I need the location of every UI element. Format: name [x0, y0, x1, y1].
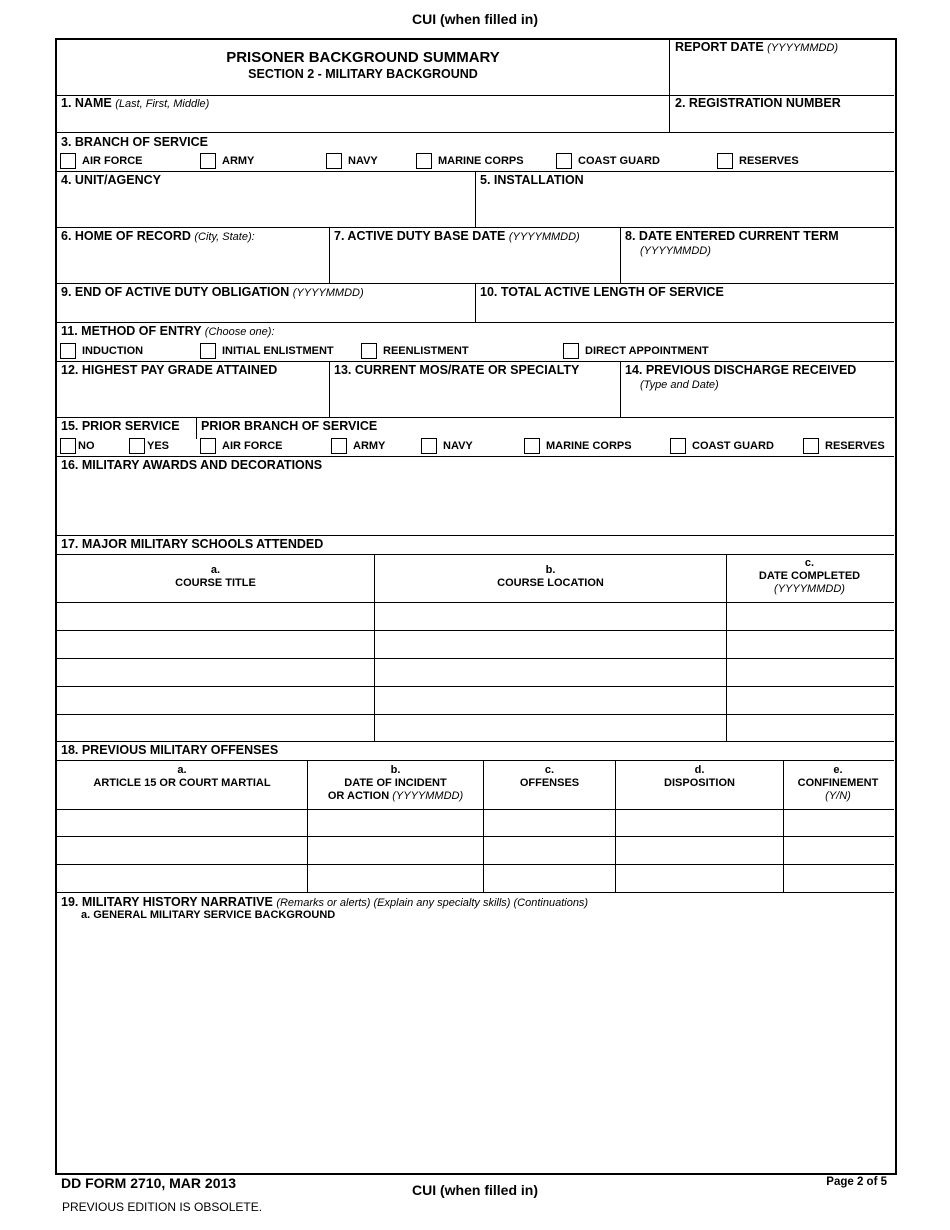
prior-service-no-checkbox[interactable]	[60, 438, 76, 454]
branch-option-label: AIR FORCE	[82, 155, 143, 167]
active-duty-base-field[interactable]	[330, 246, 619, 282]
branch-option-label: NAVY	[348, 155, 378, 167]
prior-navy-checkbox[interactable]	[421, 438, 437, 454]
prior-service-option-label: YES	[147, 440, 170, 452]
offenses-col-offenses: c. OFFENSES	[519, 764, 580, 789]
schools-label: 17. MAJOR MILITARY SCHOOLS ATTENDED	[61, 537, 324, 551]
schools-col-course-location: b. COURSE LOCATION	[497, 564, 604, 589]
branch-coast-guard-checkbox[interactable]	[556, 153, 572, 169]
form-subtitle: SECTION 2 - MILITARY BACKGROUND	[248, 67, 478, 81]
offenses-label: 18. PREVIOUS MILITARY OFFENSES	[61, 743, 279, 757]
installation-label: 5. INSTALLATION	[480, 173, 584, 187]
method-option-label: DIRECT APPOINTMENT	[585, 345, 709, 357]
method-option-label: INITIAL ENLISTMENT	[222, 345, 334, 357]
branch-marine-corps-checkbox[interactable]	[416, 153, 432, 169]
date-entered-label: 8. DATE ENTERED CURRENT TERM	[625, 229, 839, 243]
total-length-field[interactable]	[476, 301, 892, 321]
offenses-col-article: a. ARTICLE 15 OR COURT MARTIAL	[93, 764, 271, 789]
prior-branch-option-label: ARMY	[353, 440, 386, 452]
rule	[56, 535, 894, 536]
rule	[196, 417, 197, 439]
rule	[56, 361, 894, 362]
schools-row[interactable]	[57, 687, 892, 714]
prior-army-checkbox[interactable]	[331, 438, 347, 454]
rule	[56, 132, 894, 133]
method-induction-checkbox[interactable]	[60, 343, 76, 359]
branch-air-force-checkbox[interactable]	[60, 153, 76, 169]
unit-label: 4. UNIT/AGENCY	[61, 173, 162, 187]
prior-branch-label: PRIOR BRANCH OF SERVICE	[201, 419, 378, 433]
prior-branch-option-label: MARINE CORPS	[546, 440, 632, 452]
awards-field[interactable]	[57, 474, 892, 534]
rule	[56, 322, 894, 323]
method-initial-enlistment-checkbox[interactable]	[200, 343, 216, 359]
offenses-col-confinement: e. CONFINEMENT (Y/N)	[797, 764, 879, 802]
date-entered-hint: (YYYYMMDD)	[640, 245, 711, 257]
offenses-col-date: b. DATE OF INCIDENT OR ACTION (YYYYMMDD)	[327, 764, 464, 802]
offenses-row[interactable]	[57, 865, 892, 892]
branch-navy-checkbox[interactable]	[326, 153, 342, 169]
rule	[56, 554, 894, 555]
branch-option-label: MARINE CORPS	[438, 155, 524, 167]
discharge-label: 14. PREVIOUS DISCHARGE RECEIVED	[625, 363, 857, 377]
prior-air-force-checkbox[interactable]	[200, 438, 216, 454]
rule	[56, 227, 894, 228]
rule	[56, 417, 894, 418]
form-number: DD FORM 2710, MAR 2013	[61, 1175, 237, 1191]
date-entered-field[interactable]	[621, 258, 892, 282]
branch-label: 3. BRANCH OF SERVICE	[61, 135, 209, 149]
prior-branch-option-label: NAVY	[443, 440, 473, 452]
prior-service-yes-checkbox[interactable]	[129, 438, 145, 454]
method-label: 11. METHOD OF ENTRY (Choose one):	[61, 324, 275, 338]
prior-coast-guard-checkbox[interactable]	[670, 438, 686, 454]
total-length-label: 10. TOTAL ACTIVE LENGTH OF SERVICE	[480, 285, 724, 299]
prior-service-option-label: NO	[78, 440, 95, 452]
schools-row[interactable]	[57, 603, 892, 630]
prior-branch-option-label: RESERVES	[825, 440, 885, 452]
cui-footer: CUI (when filled in)	[412, 1182, 538, 1198]
offenses-col-disposition: d. DISPOSITION	[664, 764, 735, 789]
schools-col-date-completed: c. DATE COMPLETED (YYYYMMDD)	[758, 557, 861, 595]
report-date-label: REPORT DATE (YYYYMMDD)	[675, 40, 839, 54]
form-title: PRISONER BACKGROUND SUMMARY	[226, 49, 500, 66]
rule	[56, 741, 894, 742]
awards-label: 16. MILITARY AWARDS AND DECORATIONS	[61, 458, 323, 472]
registration-field[interactable]	[670, 110, 892, 131]
method-direct-appointment-checkbox[interactable]	[563, 343, 579, 359]
offenses-row[interactable]	[57, 837, 892, 864]
active-duty-base-label: 7. ACTIVE DUTY BASE DATE (YYYYMMDD)	[334, 229, 580, 243]
unit-field[interactable]	[57, 190, 474, 226]
narrative-field[interactable]	[57, 924, 892, 1168]
method-option-label: REENLISTMENT	[383, 345, 469, 357]
prior-reserves-checkbox[interactable]	[803, 438, 819, 454]
narrative-sub-label: a. GENERAL MILITARY SERVICE BACKGROUND	[81, 909, 336, 921]
rule	[56, 892, 894, 893]
method-reenlistment-checkbox[interactable]	[361, 343, 377, 359]
page-number: Page 2 of 5	[826, 1176, 887, 1188]
offenses-row[interactable]	[57, 810, 892, 836]
discharge-field[interactable]	[621, 393, 892, 416]
discharge-hint: (Type and Date)	[640, 379, 719, 391]
home-label: 6. HOME OF RECORD (City, State):	[61, 229, 255, 243]
prior-marine-corps-checkbox[interactable]	[524, 438, 540, 454]
end-obligation-label: 9. END OF ACTIVE DUTY OBLIGATION (YYYYMMDD)	[61, 285, 364, 299]
prior-service-label: 15. PRIOR SERVICE	[61, 419, 180, 433]
schools-row[interactable]	[57, 631, 892, 658]
schools-row[interactable]	[57, 715, 892, 741]
schools-col-course-title: a. COURSE TITLE	[175, 564, 256, 589]
rule	[56, 760, 894, 761]
home-field[interactable]	[57, 246, 328, 282]
branch-option-label: RESERVES	[739, 155, 799, 167]
name-field[interactable]	[57, 110, 668, 131]
end-obligation-field[interactable]	[57, 301, 474, 321]
installation-field[interactable]	[476, 190, 892, 226]
schools-row[interactable]	[57, 659, 892, 686]
rule	[56, 456, 894, 457]
method-option-label: INDUCTION	[82, 345, 144, 357]
branch-reserves-checkbox[interactable]	[717, 153, 733, 169]
branch-option-label: COAST GUARD	[578, 155, 660, 167]
prior-branch-option-label: AIR FORCE	[222, 440, 283, 452]
registration-label: 2. REGISTRATION NUMBER	[675, 96, 841, 110]
pay-grade-field[interactable]	[57, 380, 328, 416]
cui-header: CUI (when filled in)	[412, 11, 538, 27]
mos-label: 13. CURRENT MOS/RATE OR SPECIALTY	[334, 363, 580, 377]
prior-branch-option-label: COAST GUARD	[692, 440, 774, 452]
narrative-label: 19. MILITARY HISTORY NARRATIVE (Remarks or alerts) (Explain any specialty skills) (Continuations)	[61, 895, 589, 909]
name-label: 1. NAME (Last, First, Middle)	[61, 96, 210, 110]
report-date-field[interactable]	[670, 56, 892, 94]
previous-edition-note: PREVIOUS EDITION IS OBSOLETE.	[62, 1200, 263, 1214]
branch-option-label: ARMY	[222, 155, 255, 167]
pay-grade-label: 12. HIGHEST PAY GRADE ATTAINED	[61, 363, 278, 377]
branch-army-checkbox[interactable]	[200, 153, 216, 169]
mos-field[interactable]	[330, 380, 619, 416]
